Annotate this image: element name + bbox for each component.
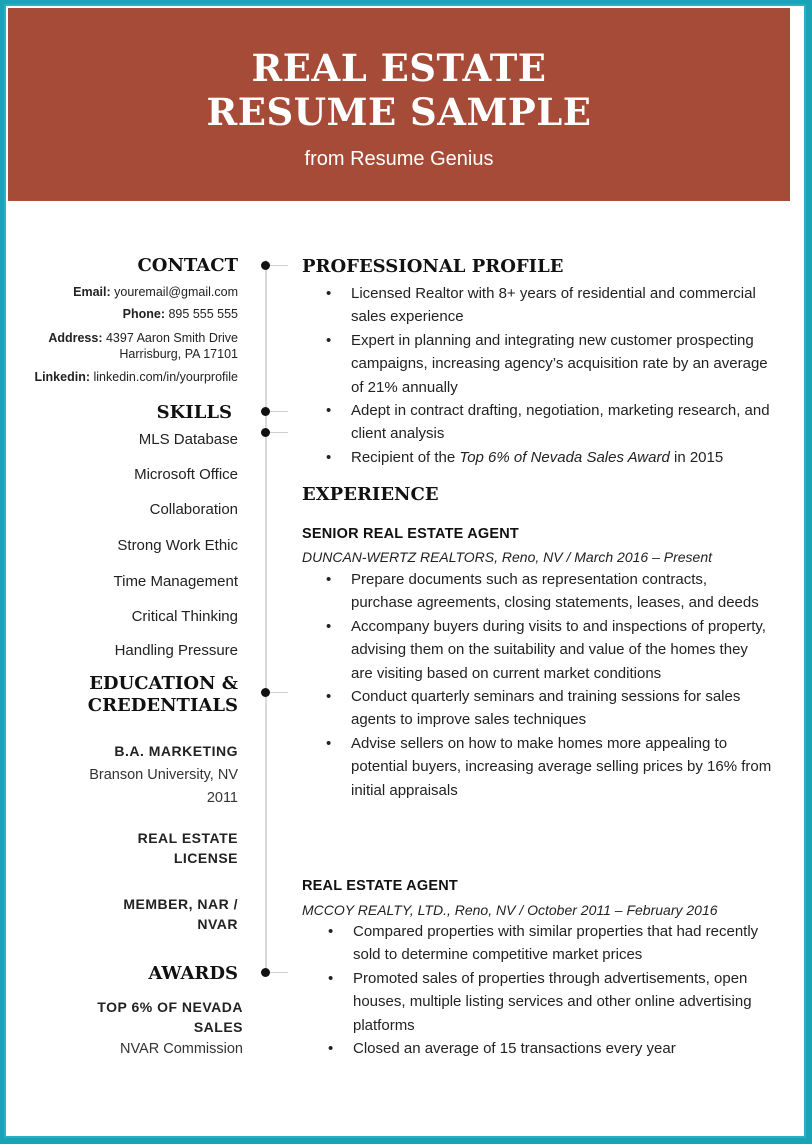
profile-bullet: • Adept in contract drafting, negotiation, marketing research, and client analysis: [302, 399, 772, 446]
timeline-tick: [270, 692, 288, 693]
profile-bullet: • Recipient of the Top 6% of Nevada Sales Award in 2015: [302, 446, 772, 469]
contact-linkedin: Linkedin: linkedin.com/in/yourprofile: [34, 370, 238, 384]
timeline-line: [265, 260, 267, 972]
resume-title: REAL ESTATE RESUME SAMPLE: [206, 46, 592, 134]
experience-heading: EXPERIENCE: [302, 484, 439, 505]
education-year: 2011: [206, 790, 238, 806]
job-bullet: • Prepare documents such as representation contracts, purchase agreements, closing statements, leases, and deeds: [302, 568, 772, 615]
education-heading: EDUCATION & CREDENTIALS: [87, 673, 238, 716]
profile-bullet: • Expert in planning and integrating new customer prospecting campaigns, increasing agency’s acquisition rate by an average of 21% annually: [302, 329, 772, 399]
awards-heading: AWARDS: [148, 963, 238, 984]
profile-heading: PROFESSIONAL PROFILE: [302, 256, 564, 277]
job-bullet: • Accompany buyers during visits to and inspections of property, advising them on the suitability and value of the homes they are visiting based on current market conditions: [302, 615, 772, 685]
timeline-tick: [270, 432, 288, 433]
job-bullet: • Closed an average of 15 transactions every year: [304, 1037, 774, 1060]
timeline-tick: [270, 972, 288, 973]
job-bullet: • Promoted sales of properties through advertisements, open houses, multiple listing services and other online advertising platforms: [304, 967, 774, 1037]
contact-email: Email: youremail@gmail.com: [73, 285, 238, 299]
timeline-dot-skills-sub: [261, 428, 270, 437]
job-company: MCCOY REALTY, LTD., Reno, NV / October 2011 – February 2016: [302, 902, 718, 918]
skill-item: Collaboration: [149, 501, 238, 518]
profile-bullet: • Licensed Realtor with 8+ years of residential and commercial sales experience: [302, 282, 772, 329]
timeline-dot-skills: [261, 407, 270, 416]
skill-item: Strong Work Ethic: [117, 537, 238, 554]
skill-item: MLS Database: [138, 431, 238, 448]
award-title: TOP 6% OF NEVADA SALES: [97, 999, 243, 1035]
job-bullet: • Advise sellers on how to make homes more appealing to potential buyers, increasing average selling prices by 16% from initial appraisals: [302, 732, 772, 802]
job-title: SENIOR REAL ESTATE AGENT: [302, 526, 519, 542]
skill-item: Microsoft Office: [134, 466, 238, 483]
profile-list: [302, 282, 772, 469]
education-degree: B.A. MARKETING: [114, 743, 238, 759]
contact-address-line2: Harrisburg, PA 17101: [119, 347, 238, 361]
timeline-tick: [270, 411, 288, 412]
timeline-dot-awards: [261, 968, 270, 977]
timeline-dot-contact: [261, 261, 270, 270]
timeline-tick: [270, 265, 288, 266]
job-title: REAL ESTATE AGENT: [302, 878, 458, 894]
header-banner: [8, 8, 790, 201]
timeline-dot-education: [261, 688, 270, 697]
resume-subtitle: from Resume Genius: [304, 148, 494, 170]
education-license: REAL ESTATE LICENSE: [137, 830, 238, 866]
education-school: Branson University, NV: [89, 767, 238, 783]
job-bullets: [302, 568, 772, 802]
contact-heading: CONTACT: [137, 255, 238, 276]
job-bullet: • Conduct quarterly seminars and training sessions for sales agents to improve sales techniques: [302, 685, 772, 732]
job-company: DUNCAN-WERTZ REALTORS, Reno, NV / March 2016 – Present: [302, 549, 713, 565]
award-issuer: NVAR Commission: [119, 1041, 243, 1057]
job-bullet: • Compared properties with similar properties that had recently sold to determine competitive market prices: [304, 920, 774, 967]
skill-item: Critical Thinking: [131, 608, 238, 625]
contact-address: Address: 4397 Aaron Smith Drive: [48, 331, 238, 345]
skill-item: Handling Pressure: [114, 642, 238, 659]
job-bullets: [304, 920, 774, 1060]
skill-item: Time Management: [113, 573, 238, 590]
skills-heading: SKILLS: [156, 402, 232, 423]
contact-phone: Phone: 895 555 555: [122, 307, 238, 321]
education-membership: MEMBER, NAR / NVAR: [123, 896, 238, 932]
